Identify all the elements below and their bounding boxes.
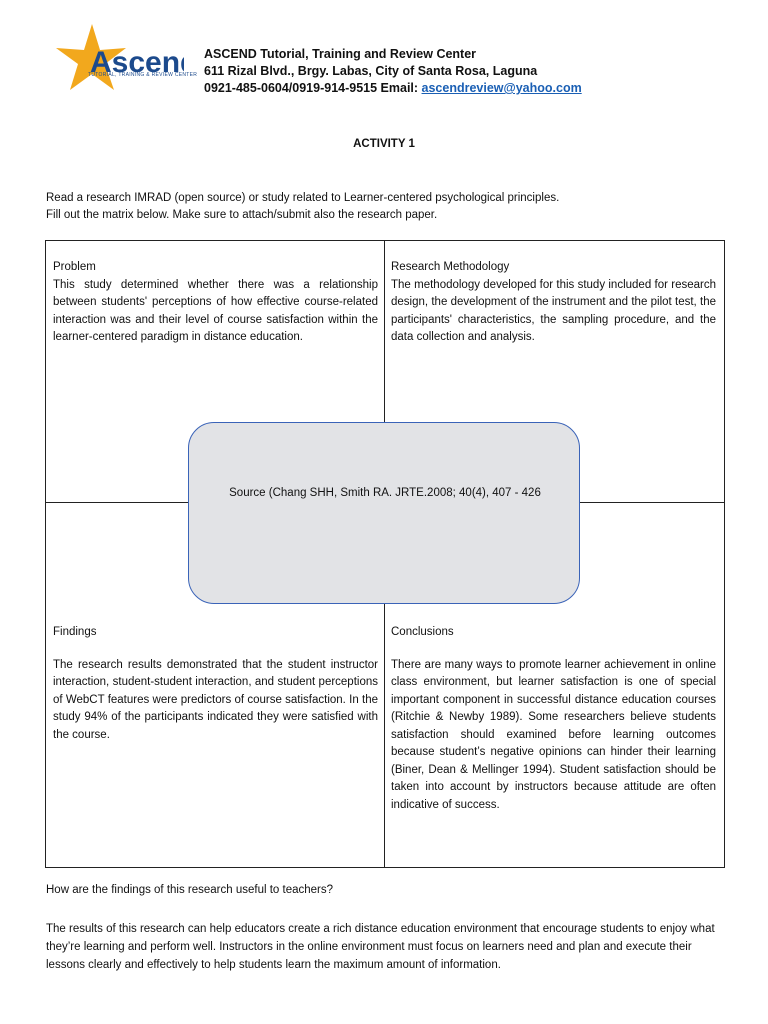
answer: The results of this research can help educators create a rich distance education environment that encourage students to enjoy what they’re learning and perform well. Instructors in the online environment must focus on learners need and plan and execute their lessons clearly and effectively to help students learn the maximum amount of information. bbox=[46, 923, 715, 971]
instruction-line-1: Read a research IMRAD (open source) or study related to Learner-centered psychological principles. bbox=[46, 192, 560, 204]
methodology-heading: Research Methodology bbox=[391, 261, 510, 273]
conclusions-text: There are many ways to promote learner achievement in online class environment, but learner satisfaction is one of special important component in successful distance education courses (Ritchie & Newby 1989). Some researchers believe students satisfaction should examined before learning outcomes because student’s negative opinions can hinder their learning (Biner, Dean & Mellinger 1994). Student satisfaction should be taken into account by instructors because attitude are often indicative of success. bbox=[391, 658, 716, 811]
instructions bbox=[46, 190, 559, 224]
instruction-line-2: Fill out the matrix below. Make sure to attach/submit also the research paper. bbox=[46, 209, 438, 221]
star-icon bbox=[52, 24, 184, 96]
conclusions-cell bbox=[391, 624, 716, 814]
page-title: ACTIVITY 1 bbox=[353, 138, 415, 150]
question: How are the findings of this research useful to teachers? bbox=[46, 884, 334, 896]
org-name: ASCEND Tutorial, Training and Review Center bbox=[204, 47, 477, 61]
conclusions-heading: Conclusions bbox=[391, 626, 454, 638]
research-matrix bbox=[45, 240, 725, 868]
logo-subtext: TUTORIAL, TRAINING & REVIEW CENTER bbox=[88, 72, 198, 78]
contact-line bbox=[204, 80, 582, 97]
problem-text: This study determined whether there was a relationship between students' perceptions of how effective course-related interaction was and their level of course satisfaction within the learner-centered paradigm in distance education. bbox=[53, 278, 378, 343]
findings-cell bbox=[53, 624, 378, 744]
source-citation: Source (Chang SHH, Smith RA. JRTE.2008; 40(4), 407 - 426 bbox=[229, 487, 541, 499]
source-box bbox=[188, 422, 580, 604]
email-link[interactable]: ascendreview@yahoo.com bbox=[421, 81, 582, 95]
findings-heading: Findings bbox=[53, 626, 97, 638]
phone-numbers: 0921-485-0604/0919-914-9515 Email: bbox=[204, 81, 422, 95]
ascend-logo bbox=[52, 24, 184, 96]
org-address: 611 Rizal Blvd., Brgy. Labas, City of Santa Rosa, Laguna bbox=[204, 64, 538, 78]
methodology-cell bbox=[391, 259, 716, 347]
letterhead bbox=[204, 46, 582, 97]
problem-cell bbox=[53, 259, 378, 347]
methodology-text: The methodology developed for this study included for research design, the development of the instrument and the pilot test, the participants' characteristics, the sampling procedure, and the data collection and analysis. bbox=[391, 278, 716, 343]
findings-text: The research results demonstrated that the student instructor interaction, student-student interaction, and student perceptions of WebCT features were predictors of course satisfaction. In the study 94% of the participants indicated they were satisfied with the course. bbox=[53, 658, 378, 741]
logo-wordmark: Ascen bbox=[90, 46, 181, 79]
problem-heading: Problem bbox=[53, 261, 96, 273]
